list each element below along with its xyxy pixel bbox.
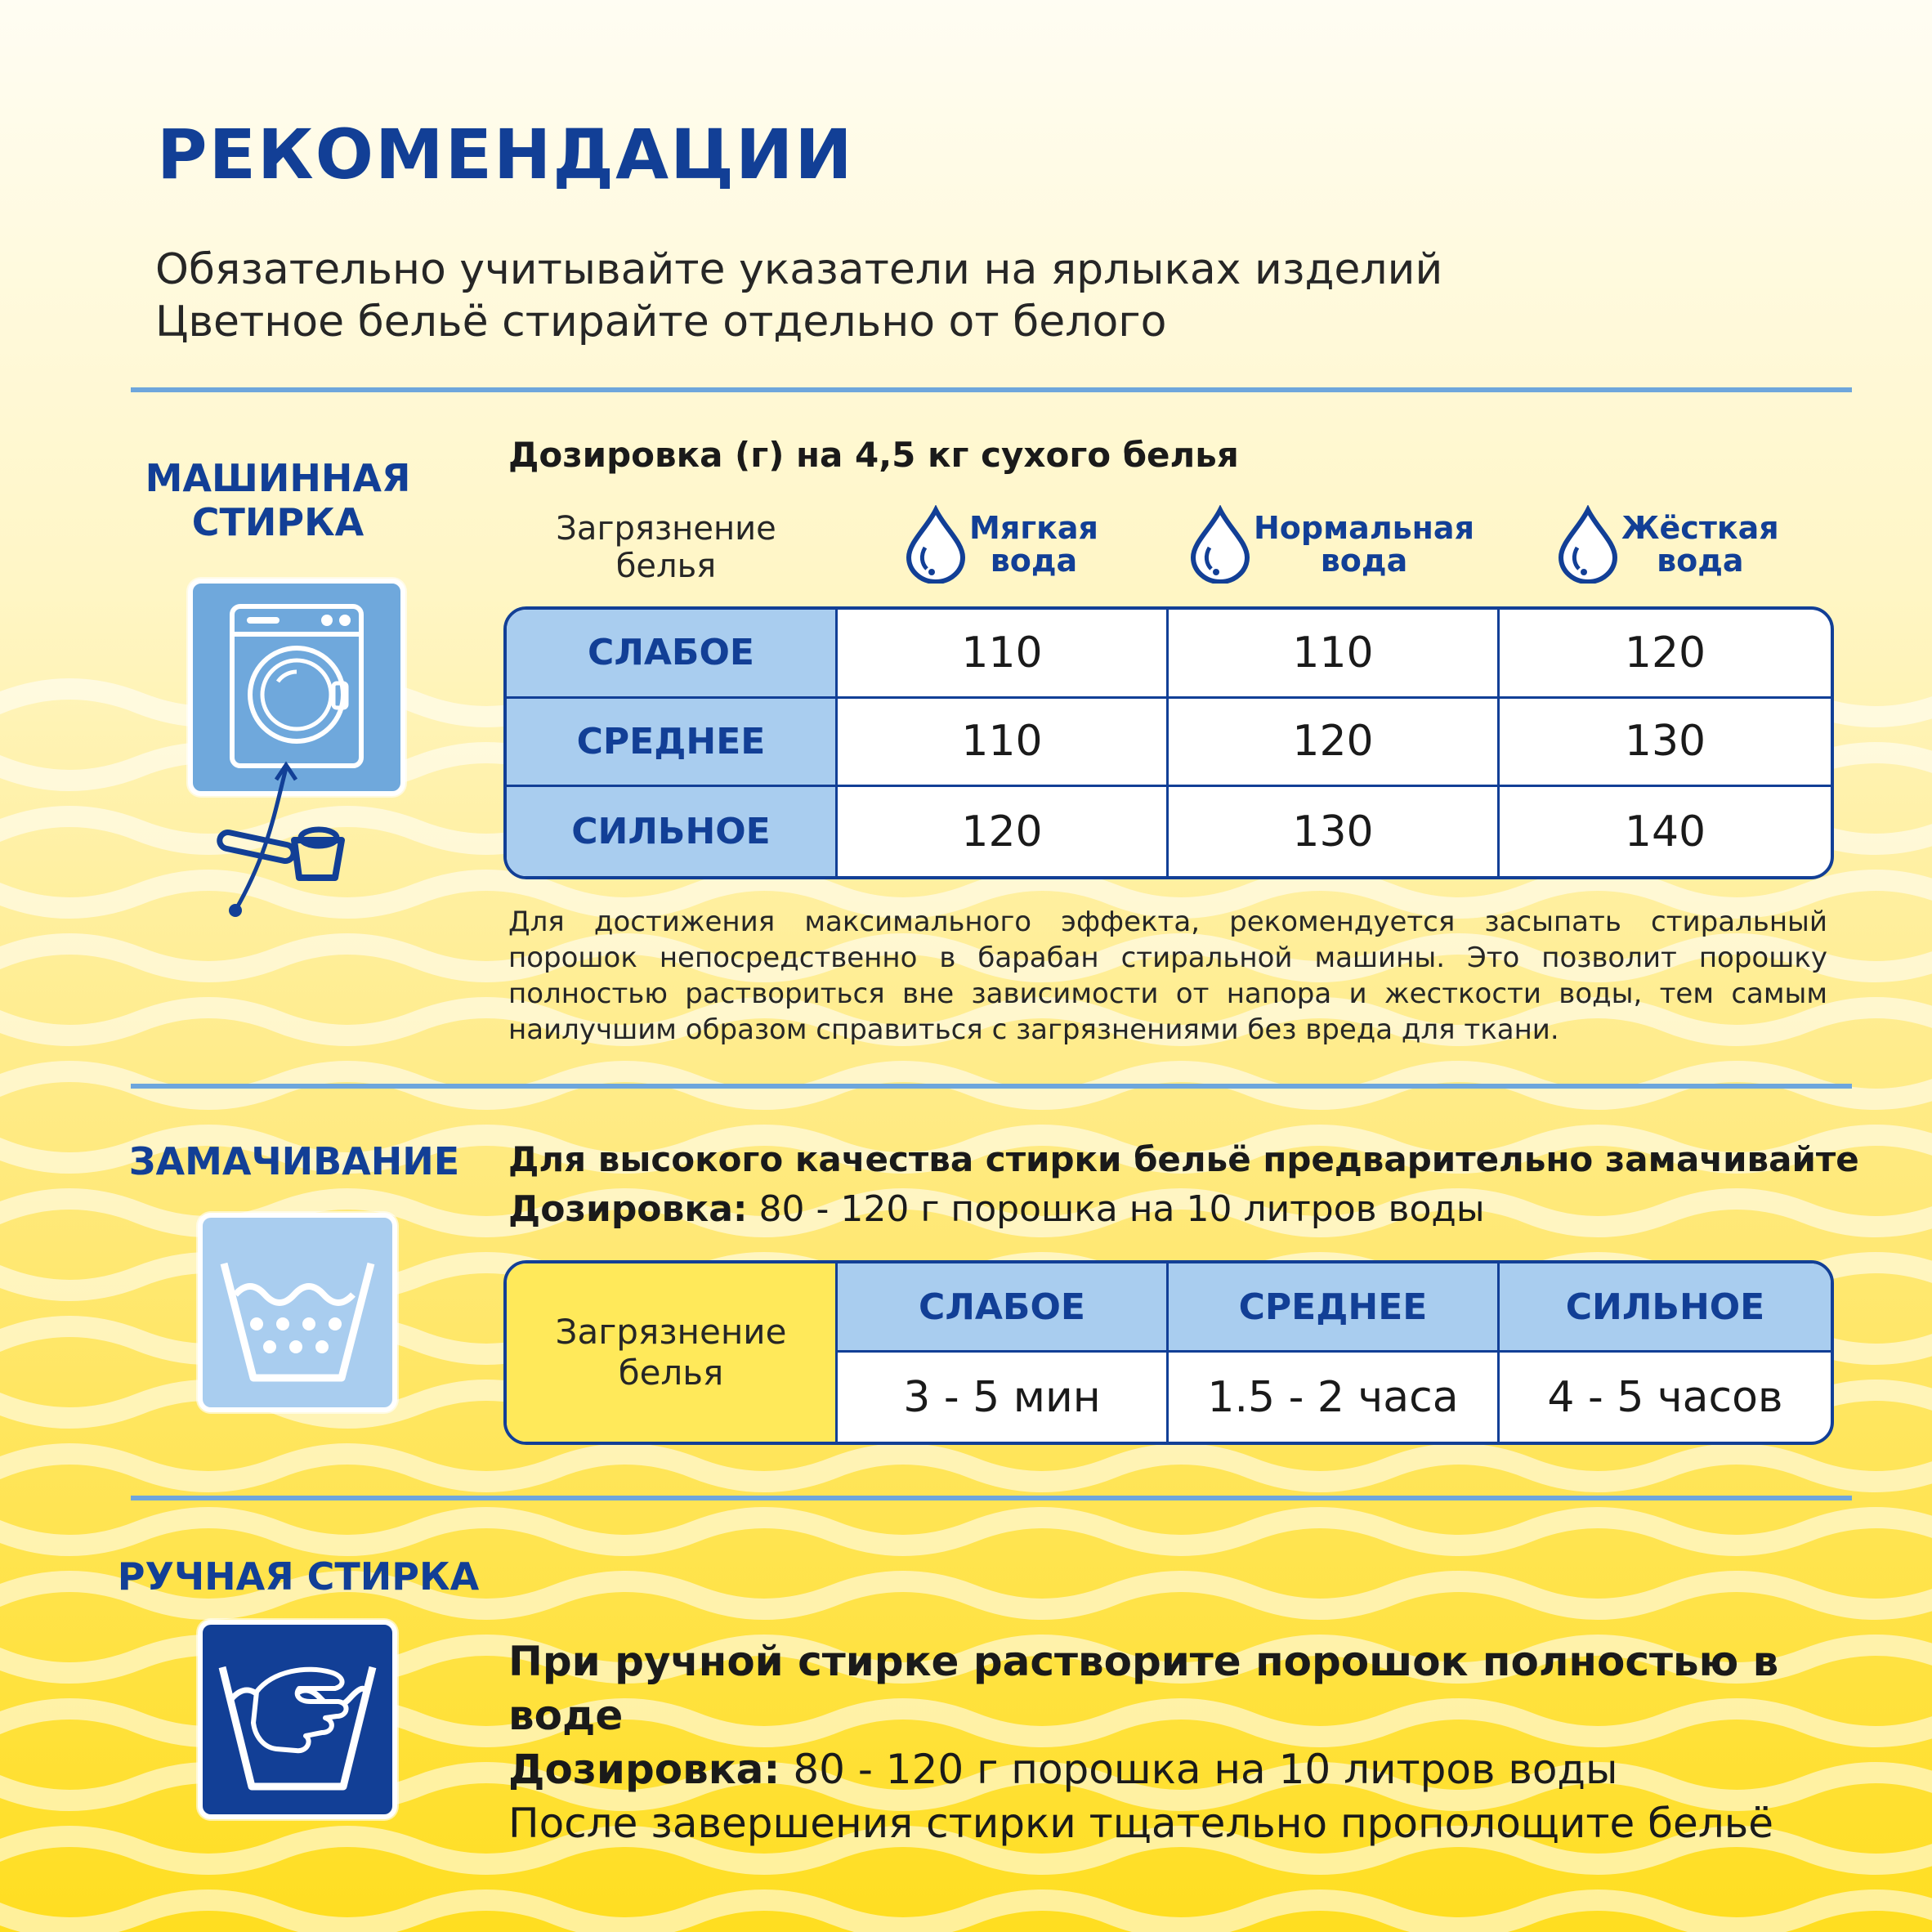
powder-scoop-icon [211,755,358,919]
machine-wash-label [139,456,417,544]
table-cell: 120 [1169,699,1500,788]
table-cell: 130 [1169,787,1500,876]
soak-time-cell: 3 - 5 мин [838,1353,1169,1442]
wave-line [0,1454,1932,1482]
water-drop-icon [902,505,969,584]
table-cell: 110 [838,699,1169,788]
soak-time-table [503,1260,1834,1445]
divider-top [131,387,1852,392]
machine-dosage-heading: Дозировка (г) на 4,5 кг сухого белья [508,435,1239,475]
table-row-label: СРЕДНЕЕ [507,699,838,788]
column-soft-water [902,505,1098,584]
column-soft-water-label [969,512,1098,577]
soak-heading: Для высокого качества стирки бельё предварительно замачивайте [508,1139,1859,1179]
hand-wash-icon [198,1620,397,1819]
soak-soil-header [507,1263,838,1442]
hand-wash-line3: После завершения стирки тщательно прополощите бельё [508,1800,1773,1847]
soak-dosage-label: Дозировка: [508,1188,748,1230]
soak-dosage [508,1188,1485,1230]
column-hard-water-line2: вода [1657,543,1744,579]
column-hard-water [1554,505,1779,584]
soak-label: ЗАМАЧИВАНИЕ [128,1139,460,1183]
soak-soil-header-line1: Загрязнение [555,1312,787,1352]
table-row-label: СИЛЬНОЕ [507,787,838,876]
table-row-label: СЛАБОЕ [507,610,838,699]
soak-col-header: СИЛЬНОЕ [1500,1263,1831,1353]
machine-soil-header [531,510,801,585]
intro-text [155,244,1442,348]
wave-line [0,1900,1932,1928]
hand-dosage-label: Дозировка: [508,1746,780,1793]
hand-wash-line1: При ручной стирке растворите порошок полностью в воде [508,1638,1779,1739]
table-cell: 110 [1169,610,1500,699]
column-hard-water-line1: Жёсткая [1621,510,1779,546]
table-cell: 140 [1624,807,1706,856]
machine-dosage-table [503,606,1834,879]
column-soft-water-line1: Мягкая [969,510,1098,546]
wave-line [0,1518,1932,1545]
machine-soil-header-line1: Загрязнение [556,510,776,548]
column-soft-water-line2: вода [990,543,1078,579]
machine-soil-header-line2: белья [615,548,717,585]
machine-wash-note: Для достижения максимального эффекта, рекомендуется засыпать стиральный порошок непосредственно в барабан стиральной машины. Это позволит порошку полностью раствориться вне зависимости от напора и жесткости воды, тем самым наилучшим образом справиться с загрязнениями без вреда для ткани. [508,906,1827,1046]
hand-wash-dosage [508,1742,1849,1796]
column-normal-water-line1: Нормальная [1254,510,1474,546]
column-normal-water-label [1254,512,1474,577]
soak-col-header: СРЕДНЕЕ [1169,1263,1500,1353]
hand-wash-label: РУЧНАЯ СТИРКА [117,1554,480,1599]
column-hard-water-label [1621,512,1779,577]
soak-soil-header-line2: белья [618,1353,724,1393]
column-normal-water [1187,505,1474,584]
soak-col-header: СЛАБОЕ [838,1263,1169,1353]
page-title: РЕКОМЕНДАЦИИ [157,114,854,195]
machine-wash-label-line2: СТИРКА [191,500,364,544]
table-cell: 110 [838,610,1169,699]
water-drop-icon [1554,505,1621,584]
soak-time-cell: 1.5 - 2 часа [1169,1353,1500,1442]
divider-bottom [131,1496,1852,1500]
hand-dosage-value: 80 - 120 г порошка на 10 литров воды [780,1746,1618,1793]
table-cell: 120 [1500,610,1831,699]
divider-middle [131,1084,1852,1089]
column-normal-water-line2: вода [1320,543,1408,579]
soak-dosage-value: 80 - 120 г порошка на 10 литров воды [747,1188,1485,1230]
intro-line-1: Обязательно учитывайте указатели на ярлыках изделий [155,245,1443,294]
soak-basin-icon [198,1213,397,1412]
table-cell: 120 [838,787,1169,876]
soak-time-cell: 4 - 5 часов [1547,1372,1783,1422]
machine-wash-label-line1: МАШИННАЯ [145,456,411,500]
water-drop-icon [1187,505,1254,584]
intro-line-2: Цветное бельё стирайте отдельно от белого [155,297,1167,347]
hand-wash-text [508,1635,1849,1850]
table-cell: 130 [1500,699,1831,788]
